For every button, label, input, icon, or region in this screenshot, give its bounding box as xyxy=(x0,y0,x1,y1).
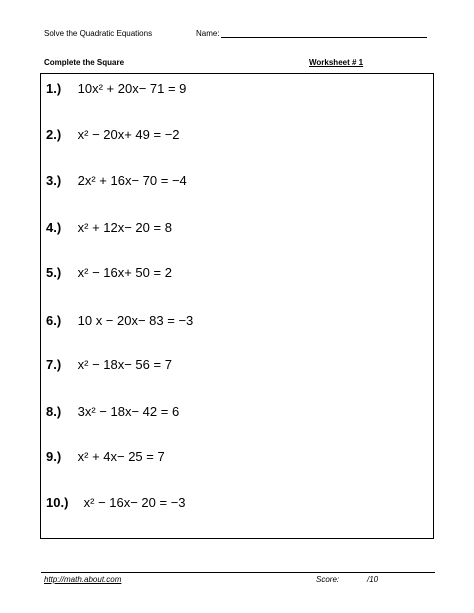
problem-number: 7.) xyxy=(46,357,62,372)
problem-equation: 10x² + 20x− 71 = 9 xyxy=(77,81,187,96)
problem-9 xyxy=(46,449,165,464)
section-subtitle: Complete the Square xyxy=(44,58,125,67)
problem-equation: x² − 20x+ 49 = −2 xyxy=(77,127,180,142)
problem-equation: 10 x − 20x− 83 = −3 xyxy=(77,313,194,328)
worksheet-title: Solve the Quadratic Equations xyxy=(44,29,153,38)
problem-number: 8.) xyxy=(46,404,62,419)
name-label: Name: xyxy=(196,29,220,38)
problem-equation: x² − 18x− 56 = 7 xyxy=(77,357,172,372)
name-field[interactable] xyxy=(221,28,427,38)
problem-5 xyxy=(46,265,172,280)
problem-equation: 3x² − 18x− 42 = 6 xyxy=(77,404,180,419)
problem-number: 1.) xyxy=(46,81,62,96)
problem-8 xyxy=(46,404,179,419)
footer-link[interactable]: http://math.about.com xyxy=(44,575,122,584)
problem-7 xyxy=(46,357,172,372)
problem-number: 5.) xyxy=(46,265,62,280)
problem-10 xyxy=(46,495,186,510)
problem-number: 6.) xyxy=(46,313,62,328)
score-label: Score: xyxy=(316,575,340,584)
problem-equation: x² + 4x− 25 = 7 xyxy=(77,449,165,464)
problem-number: 2.) xyxy=(46,127,62,142)
problem-2 xyxy=(46,127,180,142)
problem-number: 4.) xyxy=(46,220,62,235)
worksheet-number: Worksheet # 1 xyxy=(309,58,364,67)
problem-4 xyxy=(46,220,172,235)
problems-box xyxy=(40,73,434,539)
problem-6 xyxy=(46,313,193,328)
problem-3 xyxy=(46,173,187,188)
problem-equation: x² + 12x− 20 = 8 xyxy=(77,220,172,235)
problem-equation: x² − 16x+ 50 = 2 xyxy=(77,265,172,280)
score-total: /10 xyxy=(367,575,379,584)
problem-number: 9.) xyxy=(46,449,62,464)
problem-equation: 2x² + 16x− 70 = −4 xyxy=(77,173,187,188)
problem-number: 3.) xyxy=(46,173,62,188)
problem-equation: x² − 16x− 20 = −3 xyxy=(83,495,186,510)
footer-divider xyxy=(41,572,435,573)
problem-1 xyxy=(46,81,186,96)
problem-number: 10.) xyxy=(46,495,69,510)
